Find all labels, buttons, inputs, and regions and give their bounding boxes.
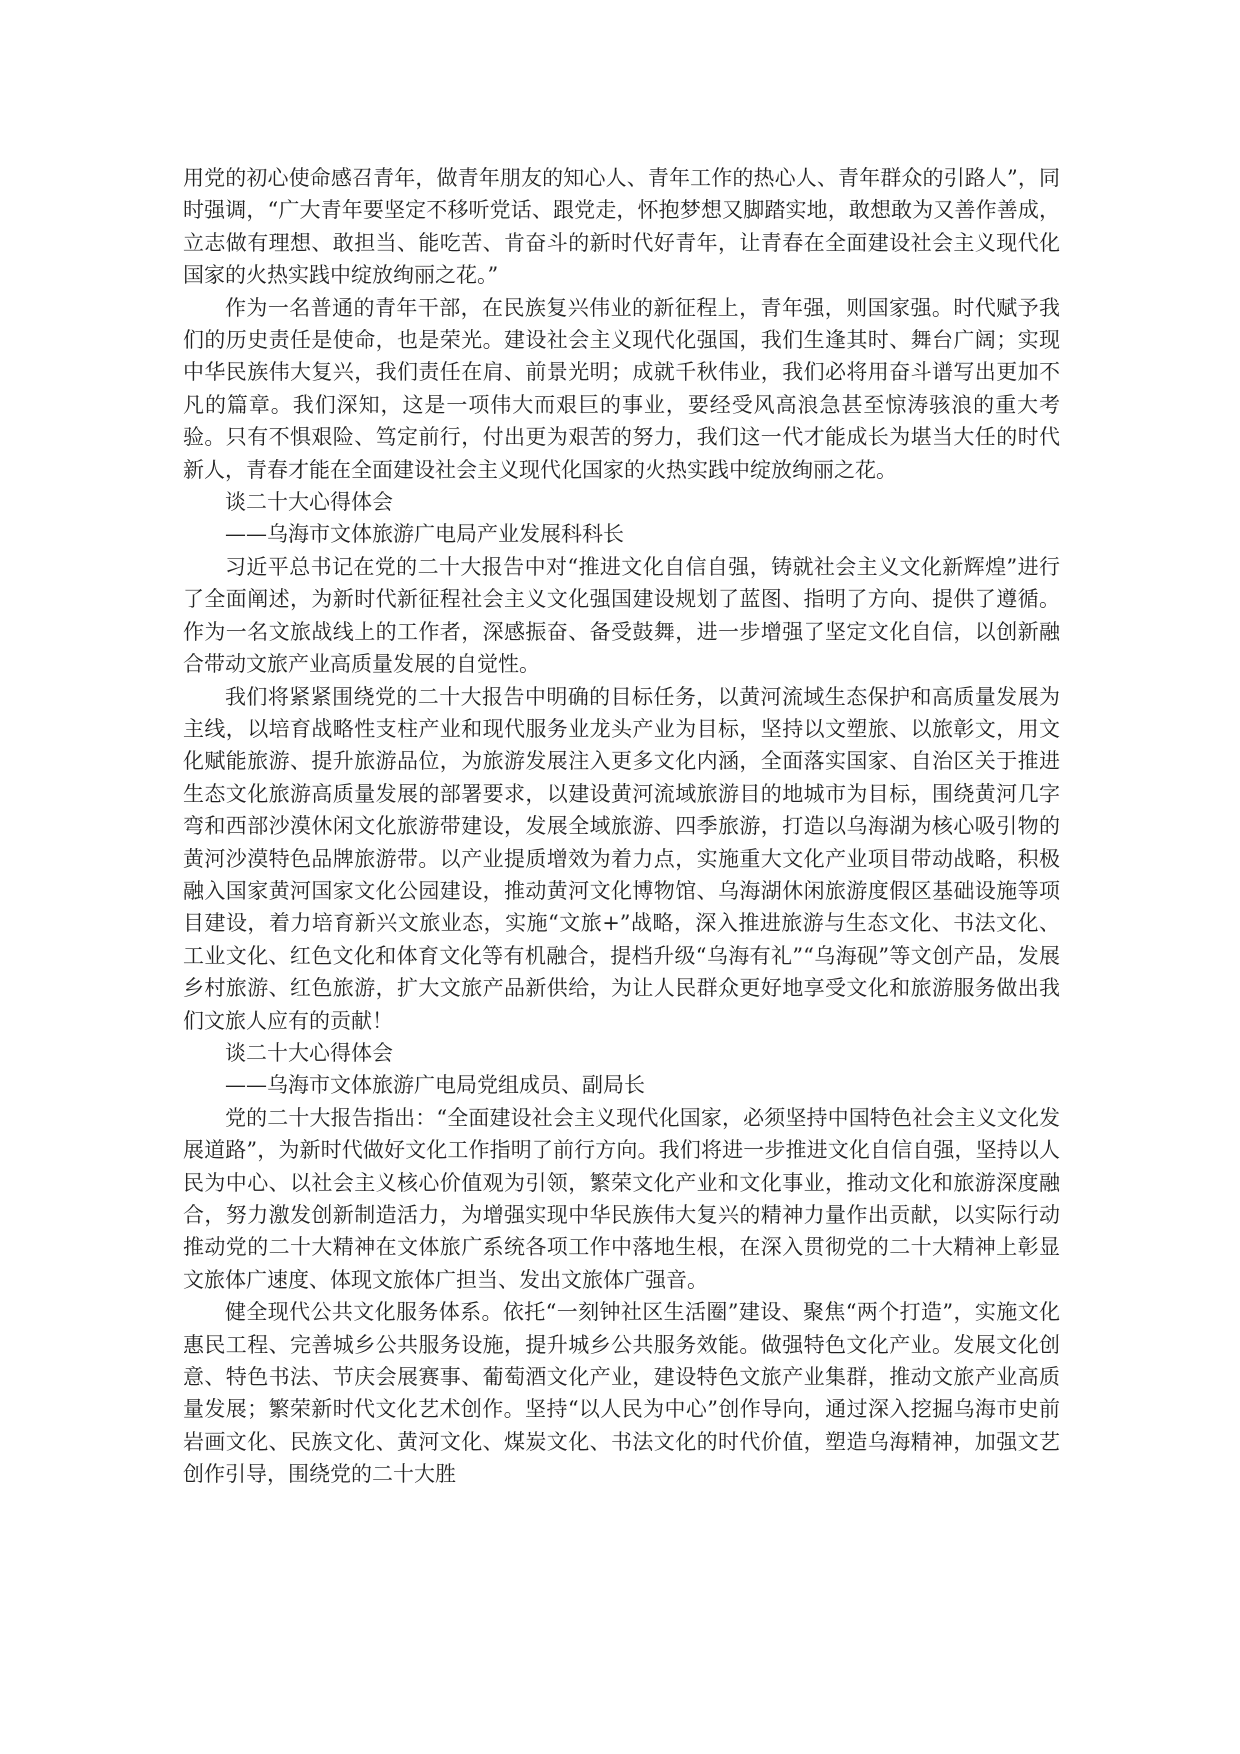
paragraph: 习近平总书记在党的二十大报告中对“推进文化自信自强，铸就社会主义文化新辉煌”进行了全面阐述，为新时代新征程社会主义文化强国建设规划了蓝图、指明了方向、提供了遵循。作为一名文旅战线上的工作者，深感振奋、备受鼓舞，进一步增强了坚定文化自信，以创新融合带动文旅产业高质量发展的自觉性。 — [183, 554, 1060, 677]
paragraph: 党的二十大报告指出：“全面建设社会主义现代化国家，必须坚持中国特色社会主义文化发展道路”，为新时代做好文化工作指明了前行方向。我们将进一步推进文化自信自强，坚持以人民为中心、以社会主义核心价值观为引领，繁荣文化产业和文化事业，推动文化和旅游深度融合，努力激发创新制造活力，为增强实现中华民族伟大复兴的精神力量作出贡献，以实际行动推动党的二十大精神在文体旅广系统各项工作中落地生根，在深入贯彻党的二十大精神上彰显文旅体广速度、体现文旅体广担当、发出文旅体广强音。 — [183, 1105, 1060, 1292]
document-page — [183, 162, 1060, 1491]
paragraph: 作为一名普通的青年干部，在民族复兴伟业的新征程上，青年强，则国家强。时代赋予我们的历史责任是使命，也是荣光。建设社会主义现代化强国，我们生逢其时、舞台广阔；实现中华民族伟大复兴，我们责任在肩、前景光明；成就千秋伟业，我们必将用奋斗谱写出更加不凡的篇章。我们深知，这是一项伟大而艰巨的事业，要经受风高浪急甚至惊涛骇浪的重大考验。只有不惧艰险、笃定前行，付出更为艰苦的努力，我们这一代才能成长为堪当大任的时代新人，青春才能在全面建设社会主义现代化国家的火热实践中绽放绚丽之花。 — [183, 295, 1060, 482]
section-author: ——乌海市文体旅游广电局党组成员、副局长 — [225, 1073, 645, 1098]
section-heading: 谈二十大心得体会 — [225, 490, 393, 515]
section-heading: 谈二十大心得体会 — [225, 1040, 393, 1065]
paragraph: 健全现代公共文化服务体系。依托“一刻钟社区生活圈”建设、聚焦“两个打造”，实施文化惠民工程、完善城乡公共服务设施，提升城乡公共服务效能。做强特色文化产业。发展文化创意、特色书法、节庆会展赛事、葡萄酒文化产业，建设特色文旅产业集群，推动文旅产业高质量发展；繁荣新时代文化艺术创作。坚持“以人民为中心”创作导向，通过深入挖掘乌海市史前岩画文化、民族文化、黄河文化、煤炭文化、书法文化的时代价值，塑造乌海精神，加强文艺创作引导，围绕党的二十大胜 — [183, 1300, 1060, 1487]
section-author: ——乌海市文体旅游广电局产业发展科科长 — [225, 522, 624, 547]
paragraph-continued: 用党的初心使命感召青年，做青年朋友的知心人、青年工作的热心人、青年群众的引路人”，同时强调，“广大青年要坚定不移听党话、跟党走，怀抱梦想又脚踏实地，敢想敢为又善作善成，立志做有理想、敢担当、能吃苦、肯奋斗的新时代好青年，让青春在全面建设社会主义现代化国家的火热实践中绽放绚丽之花。” — [183, 166, 1060, 288]
paragraph: 我们将紧紧围绕党的二十大报告中明确的目标任务，以黄河流域生态保护和高质量发展为主线，以培育战略性支柱产业和现代服务业龙头产业为目标，坚持以文塑旅、以旅彰文，用文化赋能旅游、提升旅游品位，为旅游发展注入更多文化内涵，全面落实国家、自治区关于推进生态文化旅游高质量发展的部署要求，以建设黄河流域旅游目的地城市为目标，围绕黄河几字弯和西部沙漠休闲文化旅游带建设，发展全域旅游、四季旅游，打造以乌海湖为核心吸引物的黄河沙漠特色品牌旅游带。以产业提质增效为着力点，实施重大文化产业项目带动战略，积极融入国家黄河国家文化公园建设，推动黄河文化博物馆、乌海湖休闲旅游度假区基础设施等项目建设，着力培育新兴文旅业态，实施“文旅+”战略，深入推进旅游与生态文化、书法文化、工业文化、红色文化和体育文化等有机融合，提档升级“乌海有礼”“乌海砚”等文创产品，发展乡村旅游、红色旅游，扩大文旅产品新供给，为让人民群众更好地享受文化和旅游服务做出我们文旅人应有的贡献！ — [183, 684, 1060, 1033]
